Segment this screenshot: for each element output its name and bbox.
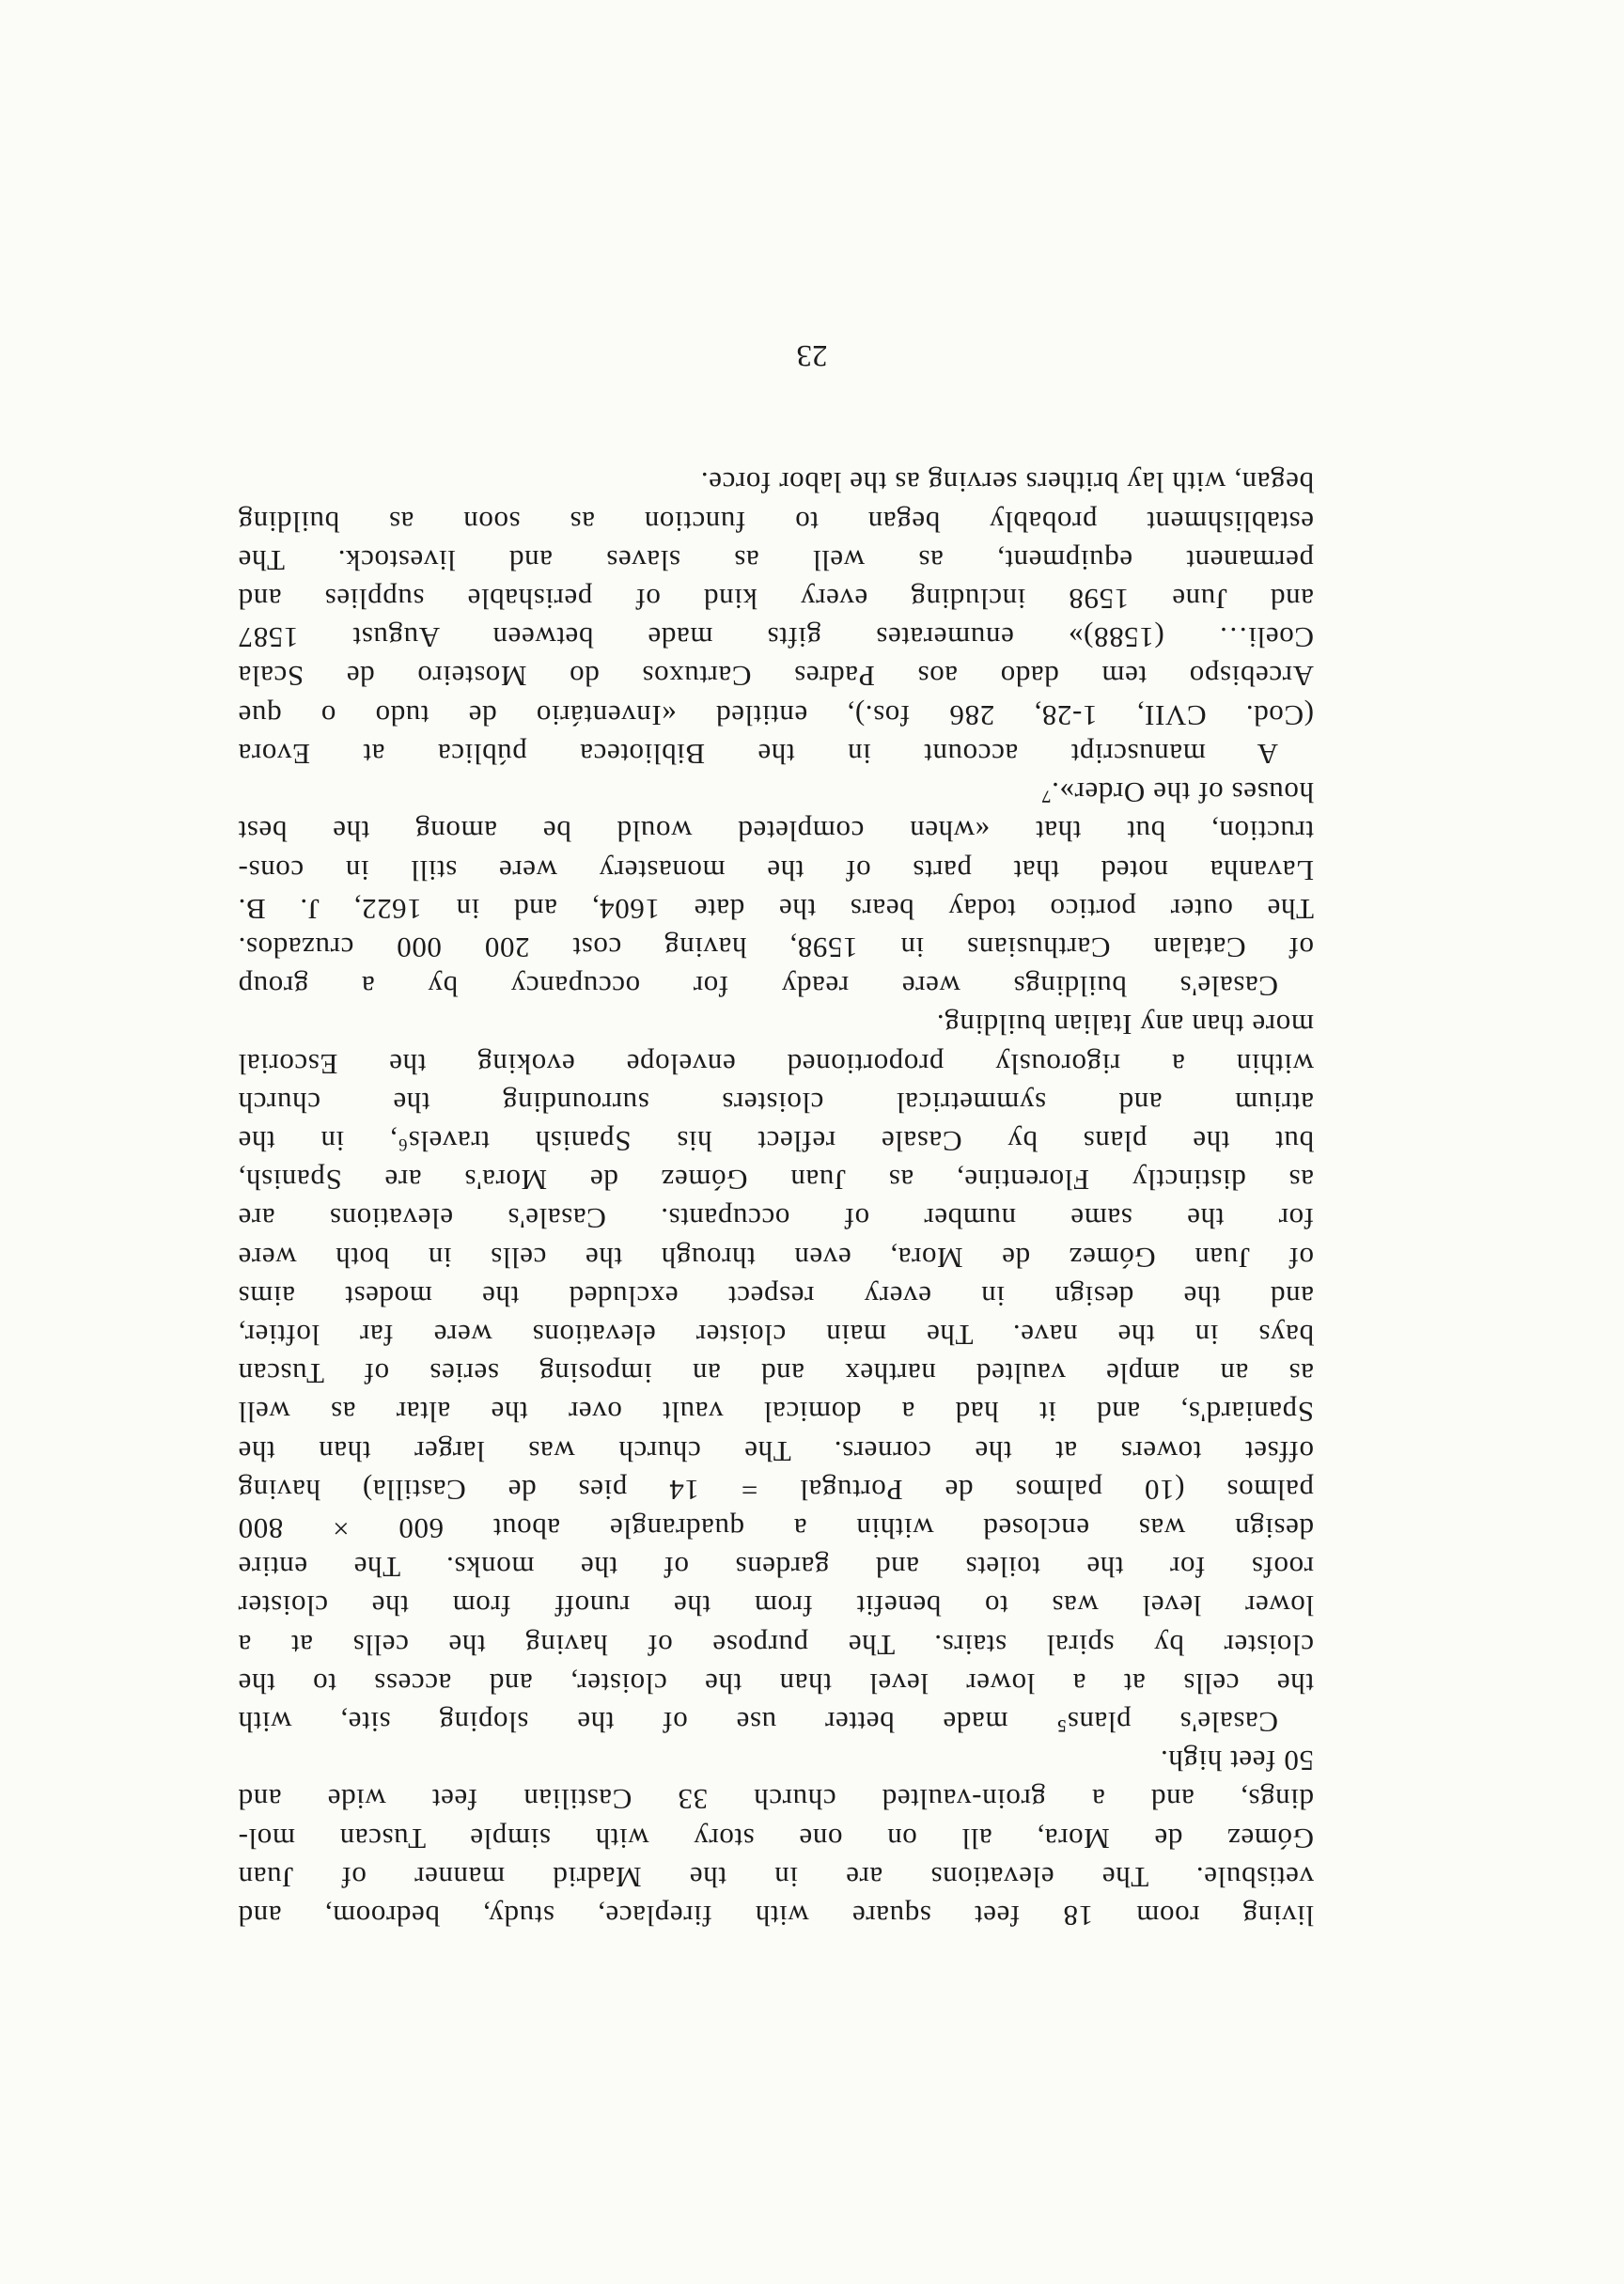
- text-line: truction, but that «when completed would be among the best: [238, 815, 1314, 849]
- text-line: cloister by spiral stairs. The purpose of having the cells at a: [238, 1628, 1314, 1662]
- text-line: Gómez de Mora, all on one story with simple Tuscan mol-: [238, 1822, 1314, 1855]
- text-line: Casale's plans⁵ made better use of the sloping site, with: [238, 1705, 1278, 1739]
- paragraph: [238, 463, 1314, 774]
- text-line: for the same number of occupants. Casale's elevations are: [238, 1202, 1314, 1236]
- text-line: vetisbule. The elevations are in the Madrid manner of Juan: [238, 1860, 1314, 1894]
- text-line: as an ample vaulted narthex and an imposing series of Tuscan: [238, 1357, 1314, 1391]
- text-line: atrium and symmetrical cloisters surrounding the church: [238, 1086, 1314, 1119]
- body-text: [238, 463, 1314, 1935]
- text-line: Coeli… (1588)» enumerates gifts made between August 1587: [238, 621, 1314, 655]
- text-line: dings, and a groin-vaulted church 33 Castilian feet wide and: [238, 1783, 1314, 1817]
- text-line: within a rigorously proportioned envelope evoking the Escorial: [238, 1047, 1314, 1081]
- paragraph: [238, 1742, 1314, 1935]
- text-line: design was enclosed within a quadrangle about 600 × 800: [238, 1511, 1314, 1545]
- text-line: the cells at a lower level than the cloister, and access to the: [238, 1666, 1314, 1700]
- text-line: Casale's buildings were ready for occupancy by a group: [238, 970, 1278, 1004]
- text-line: Spaniard's, and it had a domical vault over the altar as well: [238, 1396, 1314, 1430]
- text-line: more than any Italian building.: [936, 1009, 1314, 1042]
- page-number: 23: [796, 338, 828, 372]
- text-line: bays in the nave. The main cloister elevations were far loftier,: [238, 1318, 1314, 1352]
- paragraph: [238, 1006, 1314, 1742]
- text-line: and the design in every respect excluded the modest aims: [238, 1279, 1314, 1313]
- text-line: of Juan Gómez de Mora, even through the cells in both were: [238, 1241, 1314, 1275]
- text-line: but the plans by Casale reflect his Spanish travels⁶, in the: [238, 1124, 1314, 1158]
- text-line: A manuscript account in the Biblioteca pública at Evora: [238, 737, 1278, 771]
- text-line: (Cod. CVII, 1-28, 286 fos.), entitled «Inventário de tudo o que: [238, 698, 1314, 732]
- text-line: began, with lay brithers serving as the labor force.: [700, 466, 1314, 500]
- text-line: lower level was to benefit from the runoff from the cloister: [238, 1589, 1314, 1623]
- text-line: roofs for the toilets and gardens of the monks. The entire: [238, 1551, 1314, 1585]
- text-line: Lavanha noted that parts of the monastery were still in cons-: [238, 853, 1314, 887]
- text-line: permanent equipment, as well as slaves and livestock. The: [238, 543, 1314, 577]
- text-line: establishment probably began to function as soon as building: [238, 505, 1314, 539]
- paragraph: [238, 774, 1314, 1006]
- text-line: palmos (10 palmos de Portugal = 14 pies de Castilla) having: [238, 1473, 1314, 1507]
- text-line: and June 1598 including every kind of perishable supplies and: [238, 583, 1314, 617]
- text-line: offset towers at the corners. The church was larger than the: [238, 1434, 1314, 1468]
- text-line: living room 18 feet square with fireplace, study, bedroom, and: [238, 1900, 1314, 1932]
- text-line: as distinctly Florentine, as Juan Gómez de Mora's are Spanish,: [238, 1164, 1314, 1197]
- text-line: 50 feet high.: [1160, 1744, 1314, 1778]
- text-line: The outer portico today bears the date 1604, and in 1622, J. B.: [238, 892, 1314, 926]
- text-line: houses of the Order».⁷: [1040, 776, 1314, 810]
- text-line: of Catalan Carthusians in 1598, having cost 200 000 cruzados.: [238, 931, 1314, 964]
- text-line: Arcebispo tem dado aos Padres Cartuxos do Mosteiro de Scala: [238, 660, 1314, 694]
